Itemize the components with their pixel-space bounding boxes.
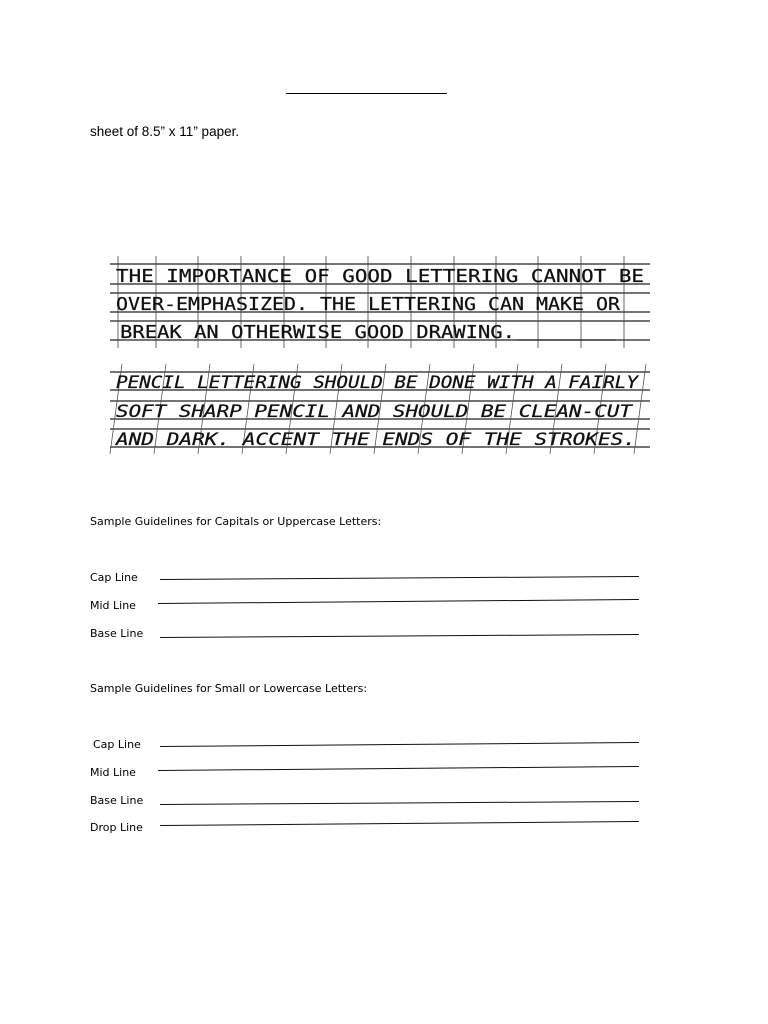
lowercase-base-line: [160, 801, 639, 805]
uppercase-base-line: [160, 634, 639, 638]
intro-text: sheet of 8.5” x 11” paper.: [90, 124, 240, 139]
uppercase-mid-line: [158, 599, 639, 604]
inclined-lettering-line-3: AND DARK. ACCENT THE ENDS OF THE STROKES.: [114, 430, 636, 450]
lowercase-mid-line: [158, 766, 639, 771]
lowercase-cap-line: [160, 742, 639, 747]
uppercase-guidelines-heading: Sample Guidelines for Capitals or Uppercase Letters:: [90, 515, 382, 528]
lowercase-base-line-label: Base Line: [90, 794, 144, 807]
lowercase-drop-line: [160, 821, 639, 826]
uppercase-base-line-label: Base Line: [90, 627, 144, 640]
uppercase-cap-line-label: Cap Line: [90, 571, 138, 584]
uppercase-mid-line-label: Mid Line: [90, 599, 136, 612]
vertical-lettering-line-2: OVER-EMPHASIZED. THE LETTERING CAN MAKE OR: [116, 294, 621, 315]
vertical-lettering-line-3: BREAK AN OTHERWISE GOOD DRAWING.: [120, 322, 515, 343]
inclined-lettering-line-2: SOFT SHARP PENCIL AND SHOULD BE CLEAN-CUT: [116, 402, 635, 422]
inclined-lettering-line-1: PENCIL LETTERING SHOULD BE DONE WITH A FAIRLY: [116, 373, 640, 393]
lowercase-cap-line-label: Cap Line: [93, 738, 141, 751]
vertical-lettering-line-1: THE IMPORTANCE OF GOOD LETTERING CANNOT BE: [116, 266, 644, 287]
uppercase-cap-line: [160, 576, 639, 580]
lowercase-drop-line-label: Drop Line: [90, 821, 143, 834]
lowercase-mid-line-label: Mid Line: [90, 766, 136, 779]
lettering-sample-image: [106, 244, 654, 458]
lowercase-guidelines-heading: Sample Guidelines for Small or Lowercase Letters:: [90, 682, 368, 695]
title-blank-rule: [286, 93, 447, 94]
